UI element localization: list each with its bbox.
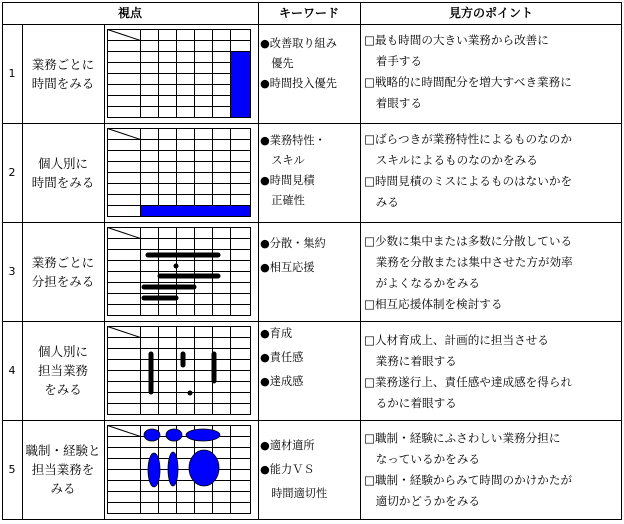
keyword-item: ●責任感: [260, 351, 304, 364]
diagram-tasks-by-person: [106, 325, 256, 417]
keyword-item: ●相互応援: [260, 261, 315, 274]
view-line: をみる: [44, 382, 82, 397]
point-item: 着眼する: [364, 96, 422, 110]
point-item: □ばらつきが業務特性によるものなのか: [364, 132, 572, 146]
keyword-item: ●育成: [260, 327, 293, 340]
row-points: [364, 428, 620, 512]
point-item: □職制・経験からみて時間のかけかたが: [364, 473, 573, 487]
point-item: なっているかをみる: [364, 452, 480, 466]
row-number: 3: [8, 265, 16, 278]
point-item: 業務に着眼する: [364, 354, 457, 368]
point-item: □業務遂行上、責任感や達成感を得られ: [364, 375, 573, 389]
keyword-item: 正確性: [260, 194, 305, 207]
view-line: 職制・経験と: [25, 443, 101, 458]
keyword-item: ●業務特性・: [260, 134, 326, 147]
view-line: 担当業務: [37, 363, 88, 378]
point-item: □最も時間の大きい業務から改善に: [364, 33, 549, 47]
keyword-item: ●適材適所: [260, 439, 315, 452]
point-item: □時間見積のミスによるものはないかを: [364, 174, 573, 188]
keyword-item: ●時間見積: [260, 174, 315, 187]
point-item: □職制・経験にふさわしい業務分担に: [364, 431, 561, 445]
row-view: [22, 321, 104, 420]
point-item: みる: [364, 195, 399, 209]
view-line: 担当業務を: [31, 462, 95, 477]
header-point: 見方のポイント: [448, 6, 533, 20]
row-points: [364, 30, 620, 114]
point-item: □人材育成上、計画的に担当させる: [364, 333, 549, 347]
row-keywords: [260, 34, 358, 94]
view-line: みる: [50, 481, 76, 496]
row-number: 2: [8, 166, 16, 179]
point-item: 業務を分散または集中させた方が効率: [364, 255, 573, 269]
row-keywords: [260, 322, 358, 394]
view-line: 個人別に: [37, 155, 88, 171]
keyword-item: 時間適切性: [260, 487, 328, 500]
row-keywords: [260, 234, 358, 278]
point-item: □相互応援体制を検討する: [364, 297, 503, 311]
point-item: □戦略的に時間配分を増大すべき業務に: [364, 75, 572, 89]
point-item: □少数に集中または多数に分散している: [364, 234, 573, 248]
row-number: 1: [8, 67, 16, 80]
keyword-item: ●達成感: [260, 375, 304, 388]
row-view: [22, 24, 104, 123]
analysis-table: [2, 2, 622, 520]
view-line: 業務ごとに: [31, 56, 95, 72]
row-points: [364, 231, 620, 315]
view-line: 業務ごとに: [31, 254, 95, 270]
keyword-item: ●改善取り組み: [260, 37, 337, 50]
row-view: [22, 123, 104, 222]
diagram-role-vs-tasks: [106, 424, 256, 516]
row-number: 4: [8, 364, 16, 377]
diagram-share-by-task: [106, 226, 256, 318]
view-line: 時間をみる: [31, 174, 95, 190]
row-points: [364, 129, 620, 213]
row-points: [364, 330, 620, 414]
point-item: がよくなるかをみる: [364, 276, 480, 290]
header-keyword: キーワード: [278, 6, 339, 20]
point-item: 着手する: [364, 54, 422, 68]
row-keywords: [260, 434, 358, 506]
point-item: スキルによるものなのかをみる: [364, 153, 538, 167]
view-line: 時間をみる: [31, 75, 95, 91]
keyword-item: 優先: [260, 57, 294, 70]
header-view: 視点: [117, 6, 142, 20]
diagram-time-by-task: [106, 28, 256, 120]
diagram-time-by-person: [106, 127, 256, 219]
view-line: 個人別に: [37, 344, 88, 359]
row-keywords: [260, 131, 358, 211]
keyword-item: ●能力ＶＳ: [260, 463, 315, 476]
keyword-item: スキル: [260, 154, 305, 167]
row-number: 5: [8, 463, 16, 476]
point-item: 適切かどうかをみる: [364, 494, 480, 508]
view-line: 分担をみる: [31, 273, 95, 289]
keyword-item: ●時間投入優先: [260, 77, 337, 90]
row-view: [22, 420, 104, 519]
keyword-item: ●分散・集約: [260, 237, 326, 250]
row-view: [22, 222, 104, 321]
point-item: るかに着眼する: [364, 396, 457, 410]
